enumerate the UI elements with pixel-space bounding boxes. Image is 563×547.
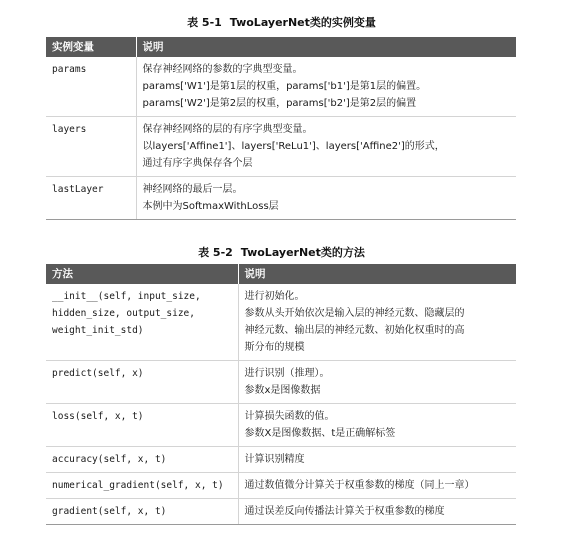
method-signature-line: gradient(self, x, t) <box>52 506 167 517</box>
description-line: params['W2']是第2层的权重，params['b2']是第2层的偏置 <box>142 98 417 109</box>
table-row <box>46 499 516 525</box>
table-row <box>46 447 516 473</box>
table1-caption-number: 表 5-1 <box>187 16 222 29</box>
table2-caption-title: TwoLayerNet类的方法 <box>240 246 365 259</box>
method-signature-line: __init__(self, input_size, <box>52 291 201 302</box>
description-line: 进行初始化。 <box>244 291 305 302</box>
description-line: 参数x是图像数据 <box>244 385 321 396</box>
method-signature-line: loss(self, x, t) <box>52 411 144 422</box>
description-line: 进行识别（推理）。 <box>244 368 330 379</box>
method-signature-line: predict(self, x) <box>52 368 144 379</box>
method-signature-line: numerical_gradient(self, x, t) <box>52 480 224 491</box>
description-line: 参数X是图像数据、t是正确解标签 <box>244 428 396 439</box>
description-line: 通过有序字典保存各个层 <box>142 158 253 169</box>
description-line: 通过数值微分计算关于权重参数的梯度（同上一章） <box>244 480 475 491</box>
description-line: 参数从头开始依次是输入层的神经元数、隐藏层的 <box>244 308 465 319</box>
table1-header-variable: 实例变量 <box>46 37 136 57</box>
description-line: params['W1']是第1层的权重，params['b1']是第1层的偏置。 <box>142 81 427 92</box>
description-line: 计算损失函数的值。 <box>244 411 335 422</box>
description-line: 本例中为SoftmaxWithLoss层 <box>142 201 279 212</box>
table1-header-row <box>46 37 516 57</box>
description-line: 神经元数、输出层的神经元数、初始化权重时的高 <box>244 325 465 336</box>
table-row <box>46 361 516 404</box>
table-row <box>46 57 516 117</box>
description-line: 计算识别精度 <box>244 454 305 465</box>
variable-name: params <box>52 64 87 75</box>
table2-header-description: 说明 <box>238 264 516 284</box>
table2-caption-number: 表 5-2 <box>198 246 233 259</box>
description-line: 斯分布的规模 <box>244 342 305 353</box>
description-line: 保存神经网络的层的有序字典型变量。 <box>142 124 313 135</box>
table-row <box>46 473 516 499</box>
table1-caption-title: TwoLayerNet类的实例变量 <box>229 16 376 29</box>
table2-methods <box>46 264 516 525</box>
method-signature-line: accuracy(self, x, t) <box>52 454 167 465</box>
table-row <box>46 284 516 361</box>
table2-caption <box>0 244 563 260</box>
description-line: 保存神经网络的参数的字典型变量。 <box>142 64 303 75</box>
variable-name: layers <box>52 124 87 135</box>
table1-instance-variables <box>46 37 516 220</box>
method-signature-line: weight_init_std) <box>52 325 144 336</box>
table-row <box>46 117 516 177</box>
table-row <box>46 177 516 220</box>
table1-caption <box>0 14 563 30</box>
table2-header-method: 方法 <box>46 264 238 284</box>
method-signature-line: hidden_size, output_size, <box>52 308 195 319</box>
description-line: 神经网络的最后一层。 <box>142 184 243 195</box>
variable-name: lastLayer <box>52 184 104 195</box>
table2-header-row <box>46 264 516 284</box>
table-row <box>46 404 516 447</box>
description-line: 通过误差反向传播法计算关于权重参数的梯度 <box>244 506 445 517</box>
table1-header-description: 说明 <box>136 37 516 57</box>
description-line: 以layers['Affine1']、layers['ReLu1']、layers['Affine2']的形式， <box>142 141 445 152</box>
